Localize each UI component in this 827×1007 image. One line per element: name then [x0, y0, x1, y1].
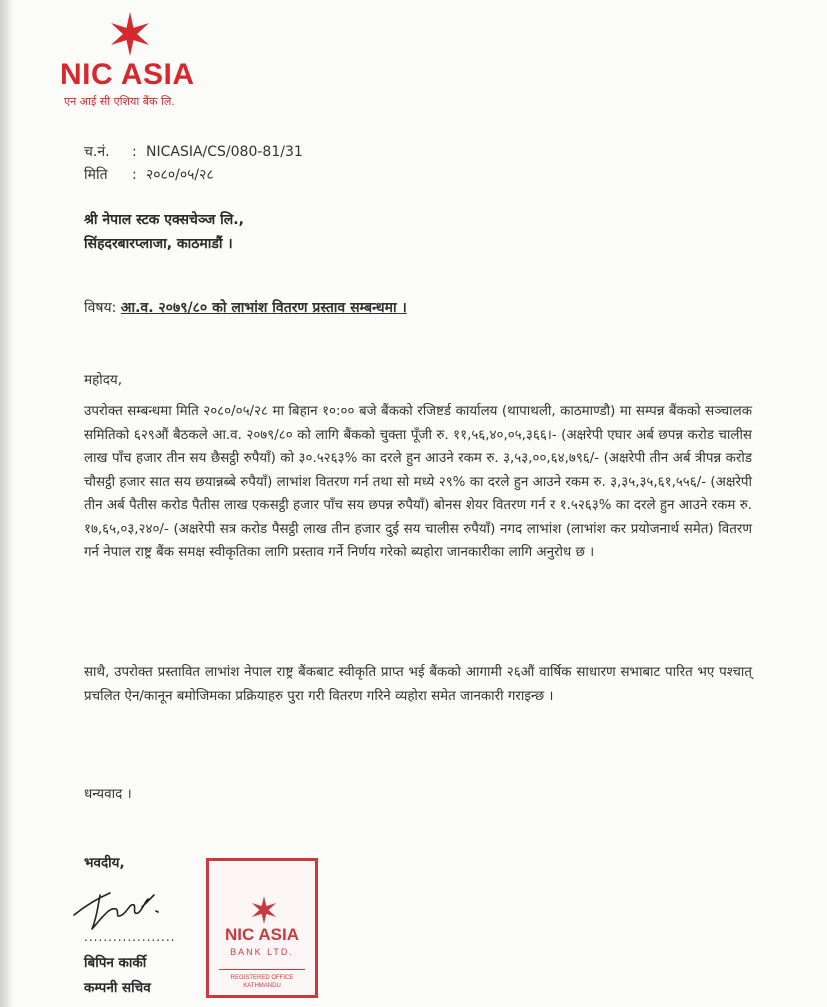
stamp-subtitle: BANK LTD. [230, 947, 294, 957]
reference-label: च.नं. [84, 144, 110, 160]
date-label: मिति [84, 167, 108, 183]
subject-line [84, 298, 407, 317]
stamp-registered-office: REGISTERED OFFICE [230, 975, 294, 981]
closing-line: भवदीय, [84, 855, 125, 871]
bank-logo [60, 10, 220, 110]
stamp-divider [219, 969, 305, 970]
handwritten-signature [70, 885, 180, 933]
subject-text: आ.व. २०७९/८० को लाभांश वितरण प्रस्ताव सम्बन्धमा । [120, 300, 407, 316]
signatory-name: बिपिन कार्की [84, 955, 147, 971]
reference-value: NICASIA/CS/080-81/31 [146, 144, 303, 160]
subject-label: विषय: [84, 300, 117, 316]
signatory-title: कम्पनी सचिव [84, 980, 151, 996]
date-separator: : [132, 167, 137, 183]
recipient-line-2: सिंहदरबारप्लाजा, काठमाडौं । [84, 236, 233, 252]
page-shadow-edge [0, 0, 14, 1007]
stamp-star-icon [247, 895, 281, 925]
stamp-city: KATHMANDU [243, 983, 281, 989]
date-row [84, 165, 214, 184]
body-paragraph-2: साथै, उपरोक्त प्रस्तावित लाभांश नेपाल राष्ट्र बैंकबाट स्वीकृति प्राप्त भई बैंकको आगामी २६औं वार्षिक साधारण सभाबाट पारित भए पश्चात् प्रचलित ऐन/कानून बमोजिमका प्रक्रियाहरु पुरा गरी वितरण गरिने व्यहोरा समेत जानकारी गराइन्छ । [84, 665, 752, 704]
brand-name: NIC ASIA [60, 58, 195, 91]
signature-dots: ................... [84, 930, 176, 944]
brand-name-nepali: एन आई सी एशिया बैंक लि. [64, 95, 175, 108]
stamp-brand: NIC ASIA [225, 925, 299, 944]
salutation: महोदय, [84, 372, 123, 388]
star-logo-icon [102, 10, 158, 58]
body-paragraph-1: उपरोक्त सम्बन्धमा मिति २०८०/०५/२८ मा बिहान १०:०० बजे बैंकको रजिष्टर्ड कार्यालय (थापाथली, काठमाण्डौ) मा सम्पन्न बैंकको सञ्चालक समितिको ६२९औं बैठकले आ.व. २०७९/८० को लागि बैंकको चुक्ता पूँजी रु. ११,५६,४०,०५,३६६।- (अक्षरेपी एघार अर्ब छपन्न करोड चालीस लाख पाँच हजार तीन सय छैसट्ठी रुपैयाँ) को ३०.५२६३% का दरले हुन आउने रकम रु. ३,५३,००,६४,७९६/- (अक्षरेपी तीन अर्ब त्रीपन्न करोड चौसट्ठी हजार सात सय छयान्नब्बे रुपैयाँ) लाभांश वितरण गर्न तथा सो मध्ये २९% का दरले हुन आउने रकम रु. ३,३५,३५,६१,५५६/- (अक्षरेपी तीन अर्ब पैतीस करोड पैतीस लाख एकसट्ठी हजार पाँच सय छपन्न रुपैयाँ) बोनस शेयर वितरण गर्न र १.५२६३% का दरले हुन आउने रकम रु. १७,६५,०३,२४०/- (अक्षरेपी सत्र करोड पैसट्ठी लाख तीन हजार दुई सय चालीस रुपैयाँ) नगद लाभांश (लाभांश कर प्रयोजनार्थ समेत) वितरण गर्न नेपाल राष्ट्र बैंक समक्ष स्वीकृतिका लागि प्रस्ताव गर्ने निर्णय गरेको ब्यहोरा जानकारीका लागि अनुरोध छ । [84, 404, 752, 560]
date-value: २०८०/०५/२८ [146, 167, 214, 183]
recipient-line-1: श्री नेपाल स्टक एक्सचेञ्ज लि., [84, 212, 244, 228]
reference-number-row [84, 142, 303, 161]
thanks-line: धन्यवाद । [84, 786, 132, 802]
reference-separator: : [132, 144, 137, 160]
company-stamp [206, 858, 318, 998]
